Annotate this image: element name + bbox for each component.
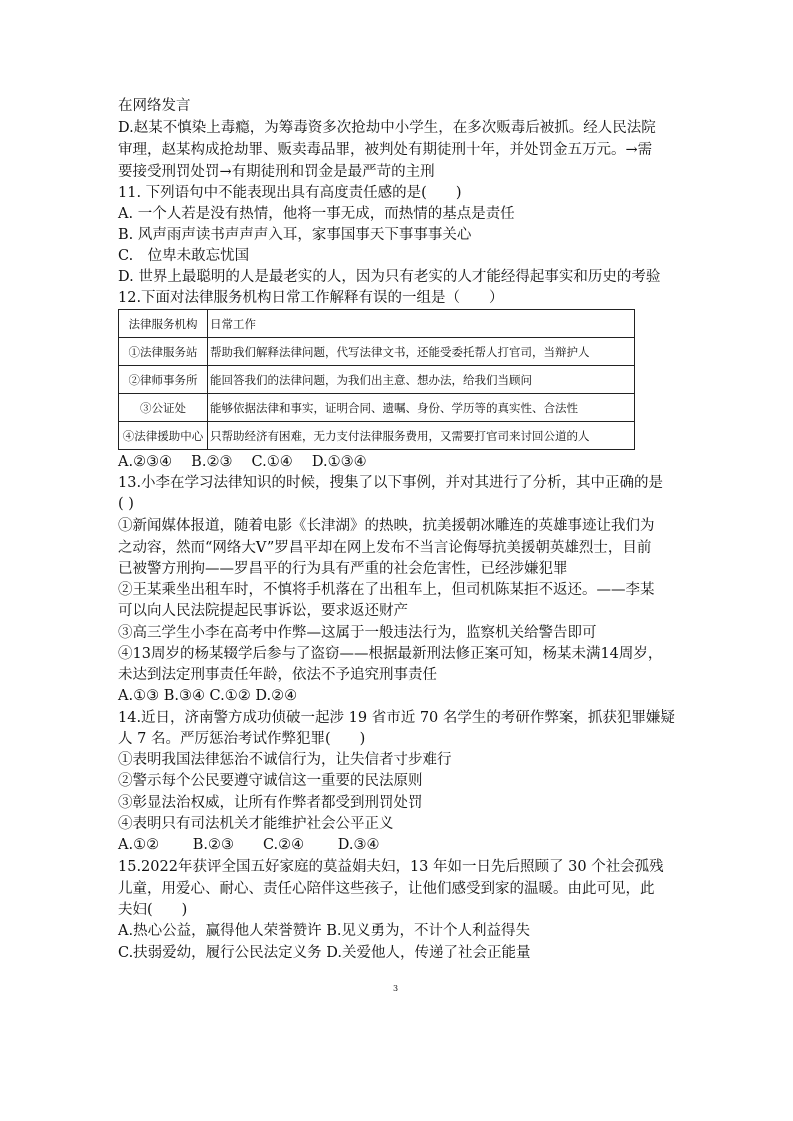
text-line: ④13周岁的杨某辍学后参与了盗窃——根据最新刑法修正案可知，杨某未满14周岁，	[118, 646, 663, 662]
text-line: ③彰显法治权威，让所有作弊者都受到刑罚处罚	[118, 795, 423, 811]
table-header-cell: 法律服务机构	[119, 310, 208, 338]
text-line: ①表明我国法律惩治不诚信行为，让失信者寸步难行	[118, 752, 452, 768]
text-line: 之动容，然而“网络大V”罗昌平却在网上发布不当言论侮辱抗美援朝英雄烈士，目前	[118, 540, 652, 556]
text-line: D.赵某不慎染上毒瘾，为筹毒资多次抢劫中小学生，在多次贩毒后被抓。经人民法院	[118, 120, 656, 136]
table-row	[119, 366, 635, 394]
text-line: 要接受刑罚处罚→有期徒刑和罚金是最严苛的主刑	[118, 164, 435, 180]
text-line: 审理，赵某构成抢劫罪、贩卖毒品罪，被判处有期徒刑十年，并处罚金五万元。→需	[118, 142, 653, 158]
page-number: 3	[393, 984, 399, 993]
table-cell: ①法律服务站	[119, 338, 208, 366]
question-12-stem: 12.下面对法律服务机构日常工作解释有误的一组是（ ）	[118, 290, 504, 306]
answer-options-14: A.①② B.②③ C.②④ D.③④	[118, 837, 380, 853]
text-line: ①新闻媒体报道，随着电影《长津湖》的热映，抗美援朝冰雕连的英雄事迹让我们为	[118, 518, 655, 534]
table-cell: ④法律援助中心	[119, 422, 208, 450]
table-row	[119, 338, 635, 366]
text-line: ③高三学生小李在高考中作弊—这属于一般违法行为，监察机关给警告即可	[118, 625, 597, 641]
text-line: 儿童，用爱心、耐心、责任心陪伴这些孩子，让他们感受到家的温暖。由此可见，此	[118, 881, 655, 897]
question-11-stem: 11. 下列语句中不能表现出具有高度责任感的是( )	[118, 185, 462, 201]
table-cell: ②律师事务所	[119, 366, 208, 394]
option-a: A. 一个人若是没有热情，他将一事无成，而热情的基点是责任	[118, 206, 515, 222]
legal-services-table	[118, 309, 635, 450]
table-cell: 帮助我们解释法律问题，代写法律文书，还能受委托帮人打官司，当辩护人	[208, 338, 635, 366]
table-header-row	[119, 310, 635, 338]
text-line: ②警示每个公民要遵守诚信这一重要的民法原则	[118, 773, 423, 789]
text-line: 在网络发言	[118, 98, 191, 114]
table-cell: 只帮助经济有困难，无力支付法律服务费用，又需要打官司来讨回公道的人	[208, 422, 635, 450]
option-d: D. 世界上最聪明的人是最老实的人，因为只有老实的人才能经得起事实和历史的考验	[118, 269, 661, 285]
option-c: C. 位卑未敢忘忧国	[118, 248, 250, 264]
answer-options-15: C.扶弱爱幼，履行公民法定义务 D.关爱他人，传递了社会正能量	[118, 945, 531, 961]
table-cell: 能回答我们的法律问题，为我们出主意、想办法，给我们当顾问	[208, 366, 635, 394]
question-13-stem: 13.小李在学习法律知识的时候，搜集了以下事例，并对其进行了分析，其中正确的是	[118, 475, 664, 491]
table-header-cell: 日常工作	[208, 310, 635, 338]
text-line: 未达到法定刑事责任年龄，依法不予追究刑事责任	[118, 667, 437, 683]
question-14-stem: 14.近日，济南警方成功侦破一起涉 19 省市近 70 名学生的考研作弊案，抓获犯罪嫌疑	[118, 710, 675, 726]
table-row	[119, 422, 635, 450]
answer-options-15: A.热心公益，赢得他人荣誉赞许 B.见义勇为，不计个人利益得失	[118, 923, 530, 939]
text-line: ④表明只有司法机关才能维护社会公平正义	[118, 816, 394, 832]
option-b: B. 风声雨声读书声声声入耳，家事国事天下事事事关心	[118, 227, 472, 243]
text-line: 夫妇( )	[118, 902, 188, 918]
text-line: ( )	[118, 496, 134, 512]
text-line: 人 7 名。严厉惩治考试作弊犯罪( )	[118, 731, 366, 747]
text-line: 可以向人民法院提起民事诉讼，要求返还财产	[118, 603, 408, 619]
answer-options-12: A.②③④ B.②③ C.①④ D.①③④	[118, 454, 367, 470]
question-15-stem: 15.2022年获评全国五好家庭的莫益娟夫妇，13 年如一日先后照顾了 30 个社会孤残	[118, 859, 664, 875]
table-cell: ③公证处	[119, 394, 208, 422]
text-line: 已被警方刑拘——罗昌平的行为具有严重的社会危害性，已经涉嫌犯罪	[118, 561, 568, 577]
table-row	[119, 394, 635, 422]
answer-options-13: A.①③ B.③④ C.①② D.②④	[118, 688, 298, 704]
text-line: ②王某乘坐出租车时，不慎将手机落在了出租车上，但司机陈某拒不返还。——李某	[118, 582, 655, 598]
table-cell: 能够依据法律和事实，证明合同、遗嘱、身份、学历等的真实性、合法性	[208, 394, 635, 422]
